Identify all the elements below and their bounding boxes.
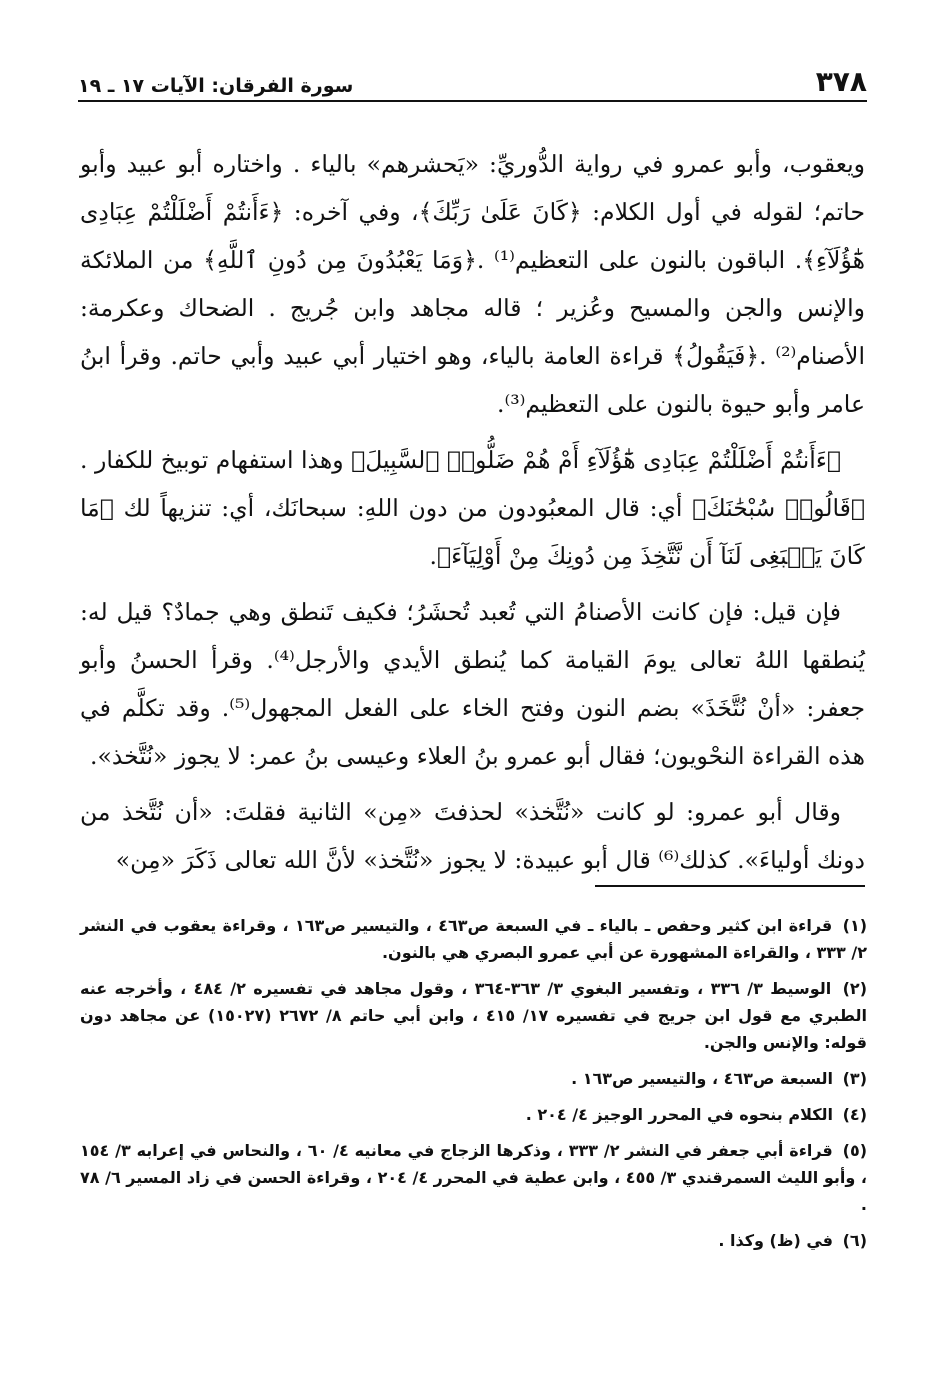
page-number: ٣٧٨ xyxy=(815,65,867,98)
footnote-text: في (ظ) وكذا . xyxy=(718,1231,834,1250)
footnote xyxy=(80,975,867,1056)
paragraph-2: ﴿ءَأَنتُمْ أَضْلَلْتُمْ عِبَادِى هَٰٓؤُلَآءِ أَمْ هُمْ ضَلُّوا۟ ٱلسَّبِيلَ﴾ وهذا استفهام توبيخ للكفار . ﴿قَالُوا۟ سُبْحَٰنَكَ﴾ أي: قال المعبُودون من دون اللهِ: سبحانَك، أي: تنزيهاً لك ﴿مَا كَانَ يَنۢبَغِى لَنَآ أَن نَّتَّخِذَ مِن دُونِكَ مِنْ أَوْلِيَآءَ﴾. xyxy=(80,446,865,570)
footnote-text: الوسيط ٣/ ٣٣٦ ، وتفسير البغوي ٣/ ٣٦٣-٣٦٤ ، وقول مجاهد في تفسيره ٢/ ٤٨٤ ، وأخرجه عنه الطبري مع قول ابن جريج في تفسيره ١٧/ ٤١٥ ، وابن أبي حاتم ٨/ ٢٦٧٢ (١٥٠٢٧) عن مجاهد دون قوله: والإنس والجن. xyxy=(80,979,868,1052)
footnote xyxy=(80,1101,867,1128)
paragraph-1: ويعقوب، وأبو عمرو في رواية الدُّوريِّ: «يَحشرهم» بالياء . واختاره أبو عبيد وأبو حاتم؛ لقوله في أول الكلام: ﴿كَانَ عَلَىٰ رَبِّكَ﴾، وفي آخره: ﴿ءَأَنتُمْ أَضْلَلْتُمْ عِبَادِى هَٰٓؤُلَآءِ﴾. الباقون بالنون على التعظيم⁽¹⁾ .﴿وَمَا يَعْبُدُونَ مِن دُونِ ٱللَّهِ﴾ من الملائكة والإنس والجن والمسيح وعُزير ؛ قاله مجاهد وابن جُريج . الضحاك وعكرمة: الأصنام⁽²⁾ .﴿فَيَقُولُ﴾ قراءة العامة بالياء، وهو اختيار أبي عبيد وأبي حاتم. وقرأ ابنُ عامر وأبو حيوة بالنون على التعظيم⁽³⁾. xyxy=(80,150,865,418)
main-text xyxy=(80,140,865,892)
footnote-text: قراءة أبي جعفر في النشر ٢/ ٣٣٣ ، وذكرها الزجاج في معانيه ٤/ ٦٠ ، والنحاس في إعرابه ٣/ ١٥٤ ، وأبو الليث السمرقندي ٣/ ٤٥٥ ، وابن عطية في المحرر ٤/ ٢٠٤ ، وقراءة الحسن في زاد المسير ٦/ ٧٨ . xyxy=(80,1141,867,1214)
running-title: سورة الفرقان: الآيات ١٧ ـ ١٩ xyxy=(78,75,354,97)
footnote xyxy=(80,1065,867,1092)
page-header xyxy=(78,58,867,102)
footnote-mark: (٣) xyxy=(842,1069,867,1088)
footnote-mark: (٢) xyxy=(842,979,867,998)
footnote-mark: (٦) xyxy=(842,1231,867,1250)
footnote-mark: (٥) xyxy=(842,1141,868,1160)
paragraph-4: وقال أبو عمرو: لو كانت «نُتَّخذ» لحذفتَ «مِن» الثانية فقلتَ: «أن نُتَّخذ من دونك أولياءَ». كذلك⁽⁶⁾ قال أبو عبيدة: لا يجوز «نُتَّخذ» لأنَّ الله تعالى ذَكَرَ «مِن» xyxy=(80,798,865,874)
footnote-separator xyxy=(595,885,865,887)
footnote-mark: (٤) xyxy=(842,1105,867,1124)
footnotes xyxy=(80,912,867,1263)
footnote xyxy=(80,912,867,966)
footnote-text: الكلام بنحوه في المحرر الوجيز ٤/ ٢٠٤ . xyxy=(525,1105,834,1124)
footnote-text: السبعة ص٤٦٣ ، والتيسير ص١٦٣ . xyxy=(571,1069,834,1088)
paragraph-3: فإن قيل: فإن كانت الأصنامُ التي تُعبد تُحشَرُ؛ فكيف تَنطق وهي جمادٌ؟ قيل له: يُنطقها اللهُ تعالى يومَ القيامة كما يُنطق الأيدي والأرجل⁽⁴⁾. وقرأ الحسنُ وأبو جعفر: «أنْ نُتَّخَذَ» بضم النون وفتح الخاء على الفعل المجهول⁽⁵⁾. وقد تكلَّم في هذه القراءة النحْويون؛ فقال أبو عمرو بنُ العلاء وعيسى بنُ عمر: لا يجوز «نُتَّخذ». xyxy=(80,598,865,770)
footnote-text: قراءة ابن كثير وحفص ـ بالياء ـ في السبعة ص٤٦٣ ، والتيسير ص١٦٣ ، وقراءة يعقوب في النشر ٢/ ٣٣٣ ، والقراءة المشهورة عن أبي عمرو البصري هي بالنون. xyxy=(80,916,867,962)
footnote xyxy=(80,1137,867,1218)
footnote xyxy=(80,1227,867,1254)
footnote-mark: (١) xyxy=(842,916,868,935)
